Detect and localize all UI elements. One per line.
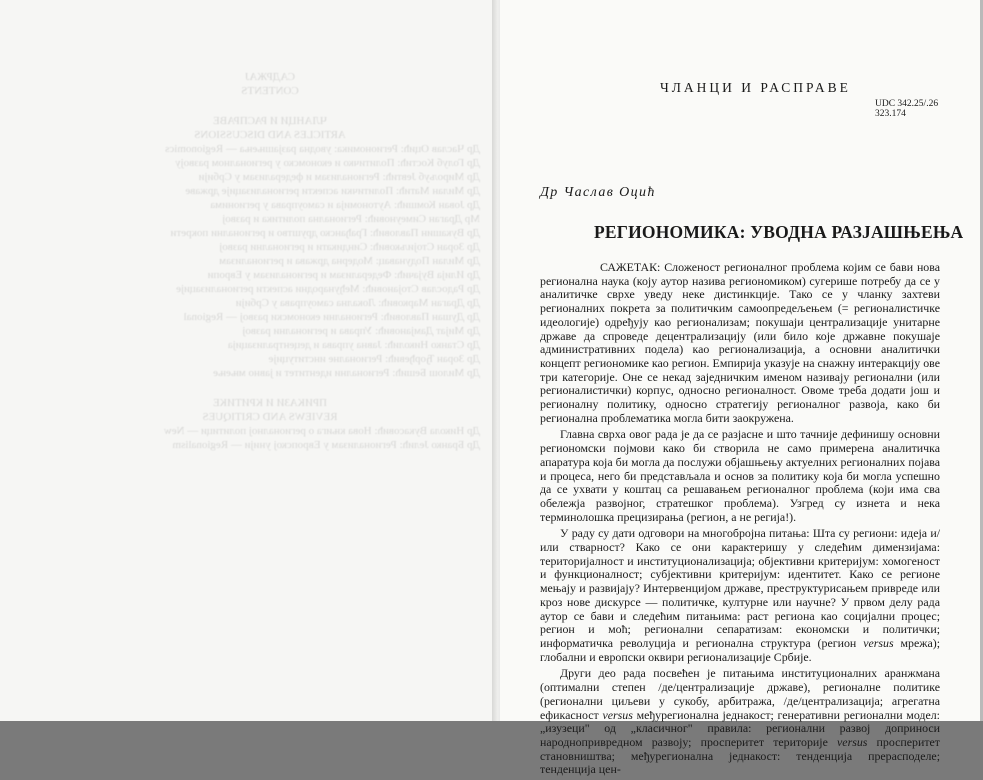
udc-code — [875, 99, 938, 119]
udc-line-2: 323.174 — [875, 109, 906, 119]
bleed-line: Др Зоран Ђорђевић: Регионалне институције — [268, 353, 480, 365]
right-page — [500, 0, 983, 777]
bleed-line: Мр Драган Симеуновић: Регионална политика и развој — [222, 213, 480, 225]
bleed-line: Др Драган Марковић: Локална самоуправа у Србији — [235, 297, 480, 309]
bleed-line: Др Илија Вујачић: Федерализам и регионализам у Европи — [207, 269, 480, 281]
paragraph-4: Други део рада посвећен је питањима институционалних аранжмана (оптимални степен /де/централизације државе), регионалне политике (регионални циљеви у сукобу, арбитража, /де/централизација; агрегатна ефикасност versus међурегионална једнакост; генеративни регионални модел: „изузеци" од „класичног" правила: регионални развој доприноси народнопривредном развоју; просперитет територије versus просперитет становништва; међурегионална једнакост: тенденција прерасподеле; тенденција цен- — [540, 666, 940, 777]
bleed-line: Др Милан Подунавац: Модерна држава и регионализам — [219, 255, 480, 267]
bleed-line: Др Мирољуб Јевтић: Регионализам и федерализам у Србији — [198, 171, 480, 183]
paragraph-2: Главна сврха овог рада је да се разјасне и што тачније дефинишу основни региономски појмови како би створила не само примерена аналитичка апаратура која би могла да послужи објашњењу актуелних регионалних појава и процеса, него би представљала и основ за политику која би могла успешно да се ухвати у коштац са решавањем регионалног проблема (који има сва обележја развојног, стратешког проблема). Узгред су изнета и нека терминолошка прецизирања (регион, а не регија!). — [540, 427, 940, 524]
bleed-line: Др Бранко Јелић: Регионализам у Европској унији — Regionalism — [172, 439, 480, 451]
bleed-line: Др Вукашин Павловић: Грађанско друштво и регионални покрети — [170, 227, 480, 239]
article-title: РЕГИОНОМИКА: УВОДНА РАЗЈАШЊЕЊА — [594, 222, 964, 242]
bleed-line: Др Мијат Дамјановић: Управа и регионални развој — [242, 325, 480, 337]
bleed-line: Др Јован Комшић: Аутономија и самоуправа у регионима — [210, 199, 480, 211]
article-body — [540, 261, 940, 780]
bleed-line: Др Станко Николић: Јавна управа и децентрализација — [227, 339, 480, 351]
bleed-heading: CONTENTS — [241, 85, 299, 97]
paragraph-3: У раду су дати одговори на многобројна питања: Шта су региони: идеја и/или стварност? Како се они карактеришу у следећим димензијама: територијалност и институционализација; објективни критеријум: хомогеност и функционалност; субјективни критеријум: идентитет. Како се регионе мењају и развијају? Интервенцијом државе, преструктурисањем привреде или кроз нове дискурсе — политичке, културне или научне? У првом делу рада аутор се бави и следећим питањима: раст региона као социјални процес; регион и моћ; регионални сепаратизам: економски и политички; информатичка револуција и регионална структура (регион versus мрежа); глобални и европски оквири регионализације Србије. — [540, 526, 940, 664]
paragraph-1: САЖЕТАК: Сложеност регионалног проблема којим се бави нова регионална наука (коју аутор назива региономиком) сугерише потребу да се у аналитичке сврхе уведу неке дистинкције. Тако се у чланку захтеви регионалних покрета за политичким самоопредељењем (= регионалистичке идеологије) одређују као регионализам; покушаји централизације унитарне државе да спроведе децентрализацију (или било које државне покушаје административних подела) као регионализација, а основни аналитички концепт региономике као регион. Емпирија указује на снажну интеракцију ове три категорије. Оне се некад заједничким именом називају регионални (или регионалистички) корпус, односно регионалност. Овоме треба додати још и регионалну политику, односно стратегију регионалног развоја, како би регионална проблематика могла бити заокружена. — [540, 260, 940, 425]
bleed-heading: САДРЖАЈ — [244, 71, 296, 83]
bleed-line: Др Никола Вукасовић: Нова књига о регионалној политици — New — [163, 425, 480, 437]
bleed-line: Др Голуб Кoстић: Политичко и економско у регионалном развоју — [175, 157, 480, 169]
section-header: ЧЛАНЦИ И РАСПРАВЕ — [660, 80, 851, 95]
bleed-heading: REVIEWS AND CRITIQUES — [202, 411, 338, 423]
bleed-subheading: ARTICLES AND DISCUSSIONS — [194, 129, 346, 141]
article-author: Др Часлав Оцић — [540, 185, 656, 200]
udc-line-1: UDC 342.25/.26 — [875, 99, 939, 109]
bleed-line: Др Милан Матић: Политички аспекти регионализације државе — [185, 185, 480, 197]
left-page — [0, 0, 499, 721]
bleed-line: Др Часлав Оцић: Региономика: уводна разјашњења — Regionomics — [165, 143, 480, 155]
bleed-subheading: ЧЛАНЦИ И РАСПРАВЕ — [213, 115, 327, 127]
bleed-line: Др Душан Павловић: Регионални економски развој — Regional — [183, 311, 480, 323]
bleed-heading: ПРИКАЗИ И КРИТИКЕ — [212, 397, 328, 409]
bleed-line: Др Зоран Стојиљковић: Синдикати и регионални развој — [219, 241, 480, 253]
show-through-text — [60, 70, 480, 650]
bleed-line: Др Радослав Стојановић: Међународни аспекти регионализације — [176, 283, 480, 295]
bleed-line: Др Милош Бешић: Регионални идентитет и јавно мњење — [213, 367, 480, 379]
